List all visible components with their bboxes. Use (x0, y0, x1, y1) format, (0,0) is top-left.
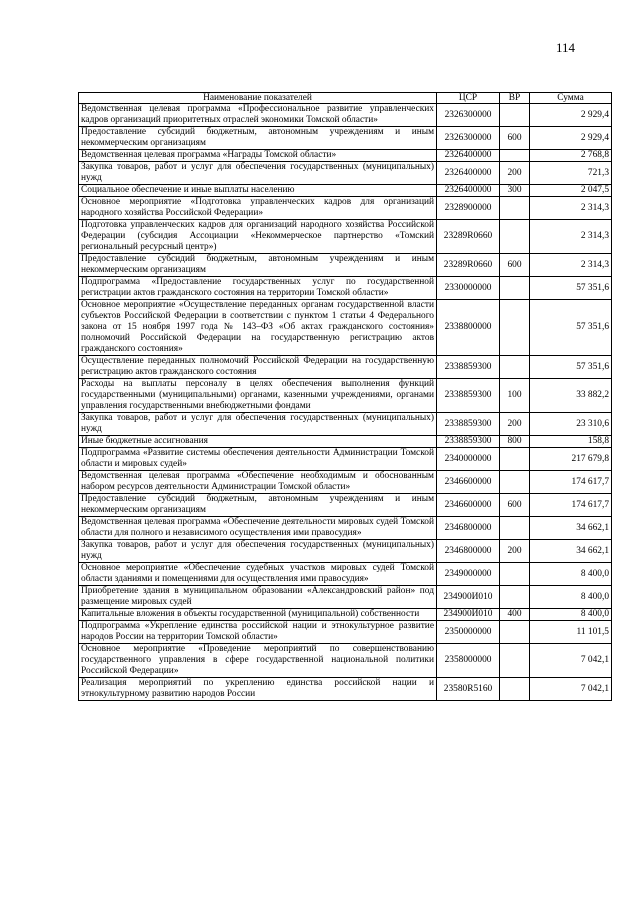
table-row (79, 494, 612, 517)
page-number: 114 (556, 40, 576, 55)
row-name-cell: Предоставление субсидий бюджетным, автономным учреждениям и иным некоммерческим организациям (79, 127, 437, 150)
header-name: Наименование показателей (79, 93, 437, 104)
row-sum-cell: 7 042,1 (530, 644, 612, 678)
row-vr-cell: 800 (500, 436, 530, 448)
row-vr-cell (500, 277, 530, 300)
row-code-cell: 2346800000 (437, 517, 500, 540)
row-code-cell: 2346600000 (437, 494, 500, 517)
row-sum-cell: 158,8 (530, 436, 612, 448)
row-name-cell: Основное мероприятие «Подготовка управленческих кадров для организаций народного хозяйства Российской Федерации» (79, 197, 437, 220)
table-header-row (79, 93, 612, 104)
row-sum-cell: 2 314,3 (530, 254, 612, 277)
table-row (79, 563, 612, 586)
table-row (79, 644, 612, 678)
row-name-cell: Подготовка управленческих кадров для организаций народного хозяйства Российской Федерации (субсидия Ассоциации «Некоммерческое партнерство «Томский региональный ресурсный центр») (79, 220, 437, 254)
row-vr-cell: 100 (500, 379, 530, 413)
row-code-cell: 2326300000 (437, 104, 500, 127)
row-vr-cell: 600 (500, 254, 530, 277)
row-sum-cell: 2 929,4 (530, 127, 612, 150)
row-name-cell: Осуществление переданных полномочий Российской Федерации на государственную регистрацию актов гражданского состояния (79, 356, 437, 379)
row-name-cell: Основное мероприятие «Проведение мероприятий по совершенствованию государственного управления в сфере государственной национальной политики Российской Федерации» (79, 644, 437, 678)
row-code-cell: 234900И010 (437, 586, 500, 609)
row-code-cell: 2346800000 (437, 540, 500, 563)
row-name-cell: Основное мероприятие «Осуществление переданных органам государственной власти субъектов Российской Федерации в соответствии с пунктом 1 статьи 4 Федерального закона от 15 ноября 1997 года № 143–ФЗ «Об актах гражданского состояния» полномочий Российской Федерации на государственную регистрацию актов гражданского состояния» (79, 300, 437, 356)
row-code-cell: 2338800000 (437, 300, 500, 356)
row-sum-cell: 8 400,0 (530, 609, 612, 621)
row-code-cell: 2346600000 (437, 471, 500, 494)
row-code-cell: 2340000000 (437, 448, 500, 471)
row-name-cell: Ведомственная целевая программа «Обеспечение деятельности мировых судей Томской области для полного и независимого осуществления ими правосудия» (79, 517, 437, 540)
row-name-cell: Закупка товаров, работ и услуг для обеспечения государственных (муниципальных) нужд (79, 413, 437, 436)
row-vr-cell (500, 300, 530, 356)
row-vr-cell: 200 (500, 540, 530, 563)
row-vr-cell (500, 356, 530, 379)
table-row (79, 517, 612, 540)
row-sum-cell: 57 351,6 (530, 300, 612, 356)
row-vr-cell (500, 563, 530, 586)
row-code-cell: 2338859300 (437, 356, 500, 379)
table-row (79, 356, 612, 379)
budget-table-container (78, 92, 611, 701)
row-name-cell: Социальное обеспечение и иные выплаты населению (79, 185, 437, 197)
row-vr-cell (500, 678, 530, 701)
row-name-cell: Подпрограмма «Развитие системы обеспечения деятельности Администрации Томской области и мировых судей» (79, 448, 437, 471)
table-row (79, 197, 612, 220)
table-row (79, 162, 612, 185)
row-name-cell: Расходы на выплаты персоналу в целях обеспечения выполнения функций государственными (муниципальными) органами, казенными учреждениями, органами управления государственными внебюджетными фондами (79, 379, 437, 413)
row-name-cell: Подпрограмма «Укрепление единства российской нации и этнокультурное развитие народов России на территории Томской области» (79, 621, 437, 644)
row-name-cell: Ведомственная целевая программа «Награды Томской области» (79, 150, 437, 162)
table-row (79, 471, 612, 494)
row-sum-cell: 217 679,8 (530, 448, 612, 471)
table-row (79, 436, 612, 448)
row-name-cell: Капитальные вложения в объекты государственной (муниципальной) собственности (79, 609, 437, 621)
row-code-cell: 2326400000 (437, 150, 500, 162)
row-name-cell: Основное мероприятие «Обеспечение судебных участков мировых судей Томской области зданиями и помещениями для осуществления ими правосудия» (79, 563, 437, 586)
row-sum-cell: 8 400,0 (530, 586, 612, 609)
row-sum-cell: 57 351,6 (530, 356, 612, 379)
table-row (79, 609, 612, 621)
row-sum-cell: 57 351,6 (530, 277, 612, 300)
row-sum-cell: 2 314,3 (530, 197, 612, 220)
row-name-cell: Ведомственная целевая программа «Профессиональное развитие управленческих кадров организаций приоритетных отраслей экономики Томской области» (79, 104, 437, 127)
table-row (79, 678, 612, 701)
row-code-cell: 2326400000 (437, 185, 500, 197)
row-name-cell: Предоставление субсидий бюджетным, автономным учреждениям и иным некоммерческим организациям (79, 254, 437, 277)
row-code-cell: 23580R5160 (437, 678, 500, 701)
row-vr-cell: 600 (500, 494, 530, 517)
row-vr-cell: 200 (500, 413, 530, 436)
header-sum: Сумма (530, 93, 612, 104)
row-vr-cell (500, 220, 530, 254)
table-row (79, 621, 612, 644)
table-row (79, 104, 612, 127)
budget-table (78, 92, 612, 701)
row-name-cell: Ведомственная целевая программа «Обеспечение необходимым и обоснованным набором ресурсов деятельности Администрации Томской области» (79, 471, 437, 494)
row-code-cell: 23289R0660 (437, 254, 500, 277)
row-vr-cell (500, 448, 530, 471)
row-vr-cell (500, 621, 530, 644)
table-row (79, 127, 612, 150)
row-code-cell: 2330000000 (437, 277, 500, 300)
row-vr-cell: 300 (500, 185, 530, 197)
row-code-cell: 2338859300 (437, 413, 500, 436)
table-row (79, 277, 612, 300)
row-sum-cell: 7 042,1 (530, 678, 612, 701)
table-body (79, 104, 612, 701)
table-row (79, 379, 612, 413)
row-vr-cell (500, 586, 530, 609)
row-sum-cell: 23 310,6 (530, 413, 612, 436)
row-vr-cell: 200 (500, 162, 530, 185)
table-row (79, 586, 612, 609)
header-vr: ВР (500, 93, 530, 104)
table-row (79, 448, 612, 471)
table-row (79, 150, 612, 162)
table-row (79, 540, 612, 563)
row-sum-cell: 33 882,2 (530, 379, 612, 413)
row-code-cell: 2338859300 (437, 379, 500, 413)
row-code-cell: 2358000000 (437, 644, 500, 678)
row-code-cell: 2328900000 (437, 197, 500, 220)
row-vr-cell (500, 471, 530, 494)
row-vr-cell (500, 150, 530, 162)
row-sum-cell: 2 929,4 (530, 104, 612, 127)
table-row (79, 185, 612, 197)
row-name-cell: Закупка товаров, работ и услуг для обеспечения государственных (муниципальных) нужд (79, 540, 437, 563)
row-vr-cell (500, 197, 530, 220)
row-vr-cell (500, 104, 530, 127)
header-code: ЦСР (437, 93, 500, 104)
row-sum-cell: 174 617,7 (530, 471, 612, 494)
row-code-cell: 23289R0660 (437, 220, 500, 254)
row-name-cell: Предоставление субсидий бюджетным, автономным учреждениям и иным некоммерческим организациям (79, 494, 437, 517)
row-name-cell: Приобретение здания в муниципальном образовании «Александровский район» под размещение мировых судей (79, 586, 437, 609)
row-vr-cell: 600 (500, 127, 530, 150)
row-code-cell: 234900И010 (437, 609, 500, 621)
row-code-cell: 2326400000 (437, 162, 500, 185)
row-sum-cell: 34 662,1 (530, 517, 612, 540)
row-code-cell: 2349000000 (437, 563, 500, 586)
row-sum-cell: 721,3 (530, 162, 612, 185)
row-sum-cell: 8 400,0 (530, 563, 612, 586)
row-sum-cell: 2 768,8 (530, 150, 612, 162)
row-sum-cell: 34 662,1 (530, 540, 612, 563)
table-row (79, 300, 612, 356)
row-name-cell: Подпрограмма «Предоставление государственных услуг по государственной регистрации актов гражданского состояния на территории Томской области» (79, 277, 437, 300)
row-sum-cell: 11 101,5 (530, 621, 612, 644)
row-vr-cell: 400 (500, 609, 530, 621)
row-name-cell: Иные бюджетные ассигнования (79, 436, 437, 448)
row-sum-cell: 174 617,7 (530, 494, 612, 517)
table-row (79, 220, 612, 254)
row-code-cell: 2350000000 (437, 621, 500, 644)
row-vr-cell (500, 517, 530, 540)
row-sum-cell: 2 314,3 (530, 220, 612, 254)
row-vr-cell (500, 644, 530, 678)
row-name-cell: Реализация мероприятий по укреплению единства российской нации и этнокультурному развитию народов России (79, 678, 437, 701)
row-code-cell: 2338859300 (437, 436, 500, 448)
table-row (79, 254, 612, 277)
table-row (79, 413, 612, 436)
row-sum-cell: 2 047,5 (530, 185, 612, 197)
row-name-cell: Закупка товаров, работ и услуг для обеспечения государственных (муниципальных) нужд (79, 162, 437, 185)
row-code-cell: 2326300000 (437, 127, 500, 150)
